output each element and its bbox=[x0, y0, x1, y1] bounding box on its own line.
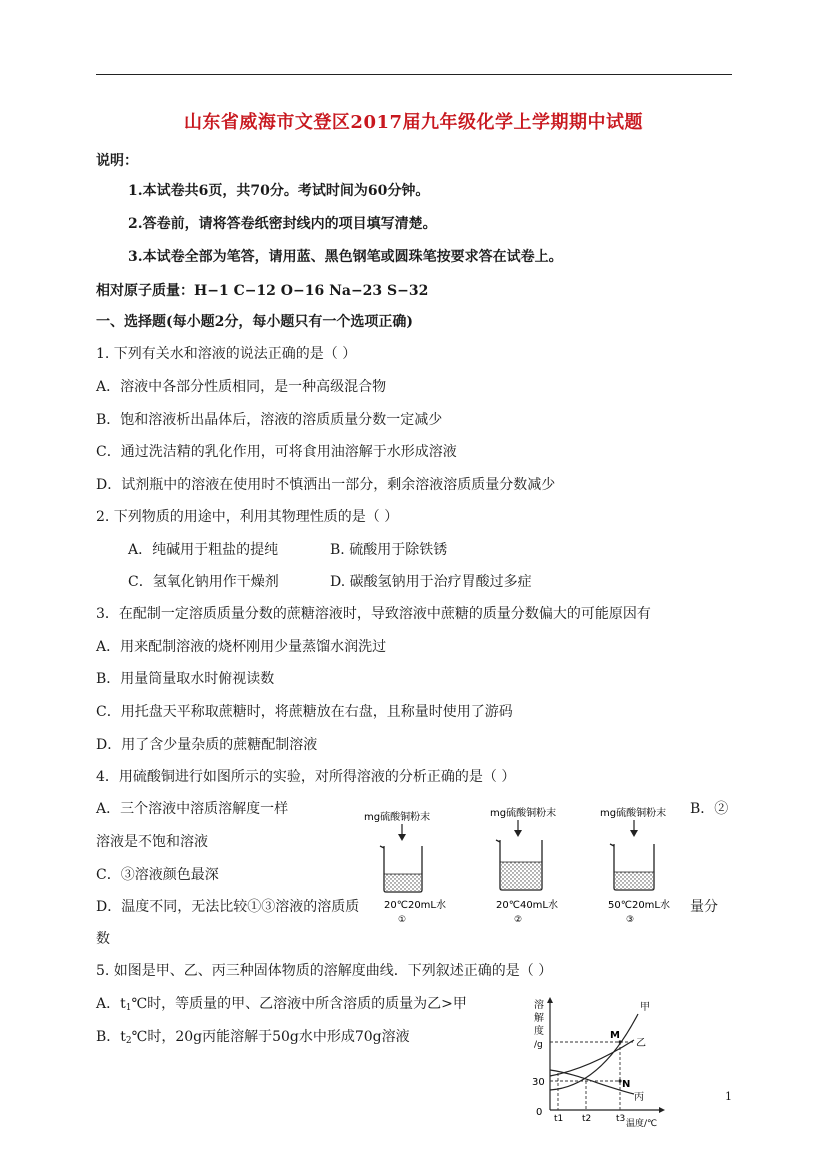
powder-label-2: mg硫酸铜粉末 bbox=[490, 808, 557, 819]
q5-stem: 5. 如图是甲、乙、丙三种固体物质的溶解度曲线．下列叙述正确的是（ ） bbox=[96, 963, 553, 979]
q1-option-c: C．通过洗洁精的乳化作用，可将食用油溶解于水形成溶液 bbox=[96, 444, 457, 460]
q3-option-a: A．用来配制溶液的烧杯刚用少量蒸馏水润洗过 bbox=[96, 639, 387, 655]
q3-option-c: C．用托盘天平称取蔗糖时，将蔗糖放在右盘，且称量时使用了游码 bbox=[96, 704, 513, 720]
beaker-number-2: ② bbox=[514, 915, 523, 925]
svg-text:/g: /g bbox=[534, 1040, 543, 1050]
beaker-3 bbox=[600, 806, 670, 925]
beaker-2 bbox=[490, 806, 558, 925]
section-1-heading: 一、选择题(每小题2分，每小题只有一个选项正确) bbox=[96, 314, 413, 330]
q1-stem: 1. 下列有关水和溶液的说法正确的是（ ） bbox=[96, 346, 357, 362]
notes-heading: 说明： bbox=[96, 153, 138, 169]
svg-text:溶: 溶 bbox=[534, 1000, 544, 1011]
beaker-1 bbox=[364, 810, 446, 925]
q2-stem: 2. 下列物质的用途中，利用其物理性质的是（ ） bbox=[96, 509, 399, 525]
x-tick-t2: t2 bbox=[582, 1114, 592, 1124]
beaker-number-1: ① bbox=[398, 915, 407, 925]
svg-text:度: 度 bbox=[534, 1026, 544, 1037]
header-rule bbox=[96, 74, 732, 75]
q5-option-a: A．$t_1℃$时，等质量的甲、乙溶液中所含溶质的质量为乙>甲 bbox=[96, 996, 467, 1013]
q4-option-b-end: 溶液是不饱和溶液 bbox=[96, 834, 208, 850]
q4-stem: 4．用硫酸铜进行如图所示的实验，对所得溶液的分析正确的是（ ） bbox=[96, 769, 516, 785]
q2-option-c: C．氢氧化钠用作干燥剂 bbox=[128, 574, 279, 590]
q3-option-b: B．用量筒量取水时俯视读数 bbox=[96, 671, 275, 687]
q4-option-d-end: 数 bbox=[96, 931, 110, 947]
beaker-label-2: 20℃40mL水 bbox=[496, 900, 558, 911]
atomic-mass-line: 相对原子质量：H−1 C−12 O−16 Na−23 S−32 bbox=[96, 283, 429, 299]
q3-option-d: D．用了含少量杂质的蔗糖配制溶液 bbox=[96, 737, 318, 753]
powder-label-3: mg硫酸铜粉末 bbox=[600, 808, 667, 819]
q4-option-b-start: B．② bbox=[690, 801, 729, 817]
q2-option-a: A．纯碱用于粗盐的提纯 bbox=[128, 542, 279, 558]
q4-beaker-figure bbox=[364, 800, 682, 928]
q4-option-a: A．三个溶液中溶质溶解度一样 bbox=[96, 801, 289, 817]
series-label-bing: 丙 bbox=[634, 1092, 644, 1103]
origin-label: 0 bbox=[536, 1107, 543, 1118]
y-tick-30: 30 bbox=[532, 1077, 545, 1088]
note-item-3: 3.本试卷全部为笔答，请用蓝、黑色钢笔或圆珠笔按要求答在试卷上。 bbox=[128, 249, 563, 265]
q5-option-b: B．$t_2℃$时，20g丙能溶解于50g水中形成70g溶液 bbox=[96, 1029, 410, 1046]
curve-yi bbox=[550, 1040, 634, 1076]
q1-option-a: A．溶液中各部分性质相同，是一种高级混合物 bbox=[96, 379, 387, 395]
beaker-number-3: ③ bbox=[626, 915, 635, 925]
note-item-1: 1.本试卷共6页，共70分。考试时间为60分钟。 bbox=[128, 183, 430, 199]
q1-option-b: B．饱和溶液析出晶体后，溶液的溶质质量分数一定减少 bbox=[96, 412, 443, 428]
x-tick-t3: t3 bbox=[616, 1114, 626, 1124]
q4-option-d-mid: 量分 bbox=[690, 899, 718, 915]
point-label-n: N bbox=[622, 1079, 631, 1090]
q2-option-d: D. 碳酸氢钠用于治疗胃酸过多症 bbox=[330, 574, 532, 590]
page-title: 山东省威海市文登区2017届九年级化学上学期期中试题 bbox=[183, 112, 644, 133]
q3-stem: 3．在配制一定溶质质量分数的蔗糖溶液时，导致溶液中蔗糖的质量分数偏大的可能原因有 bbox=[96, 606, 651, 622]
point-label-m: M bbox=[610, 1030, 620, 1041]
powder-label-1: mg硫酸铜粉末 bbox=[364, 812, 431, 823]
note-item-2: 2.答卷前，请将答卷纸密封线内的项目填写清楚。 bbox=[128, 216, 437, 232]
series-label-yi: 乙 bbox=[636, 1038, 646, 1049]
page-number: 1 bbox=[725, 1090, 732, 1103]
x-tick-t1: t1 bbox=[554, 1114, 564, 1124]
x-axis-label: 温度/℃ bbox=[626, 1119, 658, 1128]
beaker-label-1: 20℃20mL水 bbox=[384, 900, 446, 911]
q4-option-d-start: D．温度不同，无法比较①③溶液的溶质质 bbox=[96, 899, 360, 915]
q5-solubility-graph bbox=[522, 994, 674, 1128]
svg-text:解: 解 bbox=[534, 1013, 544, 1024]
q1-option-d: D．试剂瓶中的溶液在使用时不慎洒出一部分，剩余溶液溶质质量分数减少 bbox=[96, 477, 556, 493]
beaker-label-3: 50℃20mL水 bbox=[608, 900, 670, 911]
y-axis-label bbox=[534, 998, 544, 1050]
series-label-jia: 甲 bbox=[640, 1002, 650, 1013]
q4-option-c: C．③溶液颜色最深 bbox=[96, 867, 219, 883]
q2-option-b: B. 硫酸用于除铁锈 bbox=[330, 542, 448, 558]
